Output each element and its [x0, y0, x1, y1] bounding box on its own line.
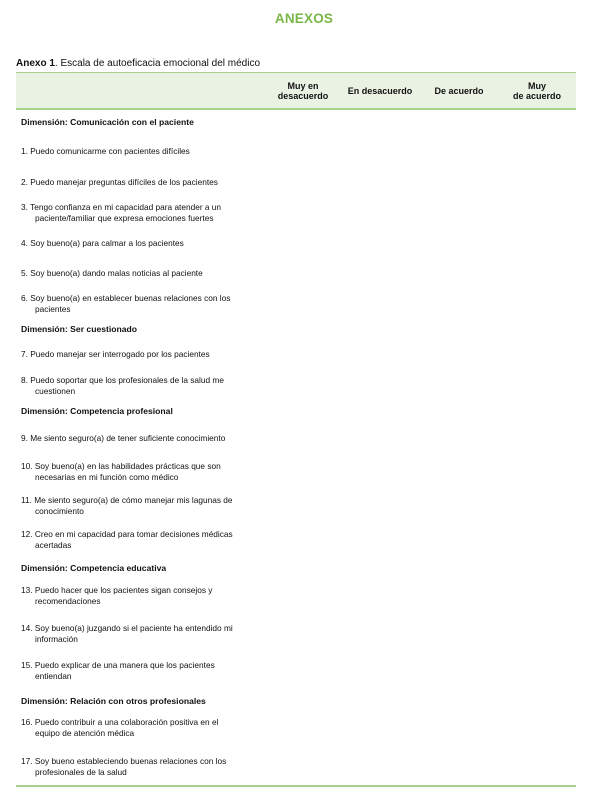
item-text-continued: equipo de atención médica — [35, 727, 135, 738]
item-text-continued: conocimiento — [35, 505, 84, 516]
item-text: 1. Puedo comunicarme con pacientes difíciles — [21, 146, 190, 156]
scale-item — [21, 660, 261, 681]
scale-item — [21, 529, 261, 550]
item-text-continued: paciente/familiar que expresa emociones fuertes — [35, 212, 214, 223]
item-text-continued: profesionales de la salud — [35, 766, 127, 777]
column-header-line: Muy — [527, 81, 546, 91]
item-text: 17. Soy bueno estableciendo buenas relaciones con los — [21, 756, 227, 766]
item-text: 11. Me siento seguro(a) de cómo manejar mis lagunas de — [21, 495, 233, 505]
scale-item — [21, 495, 261, 516]
item-text: 10. Soy bueno(a) en las habilidades prácticas que son — [21, 461, 221, 471]
caption-label: Anexo 1 — [16, 58, 55, 69]
page-heading: ANEXOS — [274, 11, 334, 26]
item-text-continued: recomendaciones — [35, 595, 101, 606]
column-header-en-desacuerdo — [340, 73, 420, 109]
column-header-line: En desacuerdo — [347, 86, 413, 96]
item-text: 12. Creo en mi capacidad para tomar decisiones médicas — [21, 529, 233, 539]
item-text: 9. Me siento seguro(a) de tener suficiente conocimiento — [21, 433, 226, 443]
item-text: 5. Soy bueno(a) dando malas noticias al paciente — [21, 268, 203, 278]
dimension-heading: Dimensión: Ser cuestionado — [21, 324, 138, 334]
caption-text: . Escala de autoeficacia emocional del médico — [54, 58, 261, 69]
item-text: 2. Puedo manejar preguntas difíciles de los pacientes — [21, 177, 218, 187]
item-text: 6. Soy bueno(a) en establecer buenas relaciones con los — [21, 293, 231, 303]
item-text: 15. Puedo explicar de una manera que los pacientes — [21, 660, 215, 670]
column-header-line: De acuerdo — [434, 86, 484, 96]
item-text-continued: entiendan — [35, 670, 72, 681]
scale-item — [21, 756, 261, 777]
item-text-continued: acertadas — [35, 539, 72, 550]
item-text: 7. Puedo manejar ser interrogado por los pacientes — [21, 349, 210, 359]
column-header-line: desacuerdo — [277, 91, 329, 101]
item-text-continued: información — [35, 633, 78, 644]
scale-item — [21, 177, 261, 188]
column-header-line: de acuerdo — [512, 91, 561, 101]
scale-item — [21, 268, 261, 279]
scale-item — [21, 146, 261, 157]
scale-item — [21, 238, 261, 249]
scale-item — [21, 349, 261, 360]
dimension-heading: Dimensión: Comunicación con el paciente — [21, 117, 194, 127]
item-text-continued: pacientes — [35, 303, 71, 314]
column-header-muy-de-acuerdo — [498, 73, 576, 109]
scale-item — [21, 623, 261, 644]
item-text: 3. Tengo confianza en mi capacidad para atender a un — [21, 202, 222, 212]
table-bottom-rule — [16, 785, 576, 787]
dimension-heading: Dimensión: Competencia educativa — [21, 563, 167, 573]
dimension-heading: Dimensión: Competencia profesional — [21, 406, 173, 416]
column-header-de-acuerdo — [422, 73, 496, 109]
item-text: 14. Soy bueno(a) juzgando si el paciente ha entendido mi — [21, 623, 233, 633]
scale-item — [21, 202, 261, 223]
scale-item — [21, 433, 261, 444]
item-text-continued: necesarias en mi función como médico — [35, 471, 179, 482]
scale-item — [21, 585, 261, 606]
item-text: 8. Puedo soportar que los profesionales de la salud me — [21, 375, 224, 385]
item-text: 13. Puedo hacer que los pacientes sigan consejos y — [21, 585, 213, 595]
item-text-continued: cuestionen — [35, 385, 76, 396]
column-header-line: Muy en — [287, 81, 319, 91]
scale-item — [21, 461, 261, 482]
scale-item — [21, 375, 261, 396]
scale-item — [21, 293, 261, 314]
table-caption — [16, 58, 260, 69]
item-text: 16. Puedo contribuir a una colaboración positiva en el — [21, 717, 219, 727]
column-header-muy-en-desacuerdo — [268, 73, 338, 109]
item-text: 4. Soy bueno(a) para calmar a los pacientes — [21, 238, 184, 248]
dimension-heading: Dimensión: Relación con otros profesionales — [21, 696, 206, 706]
scale-item — [21, 717, 261, 738]
